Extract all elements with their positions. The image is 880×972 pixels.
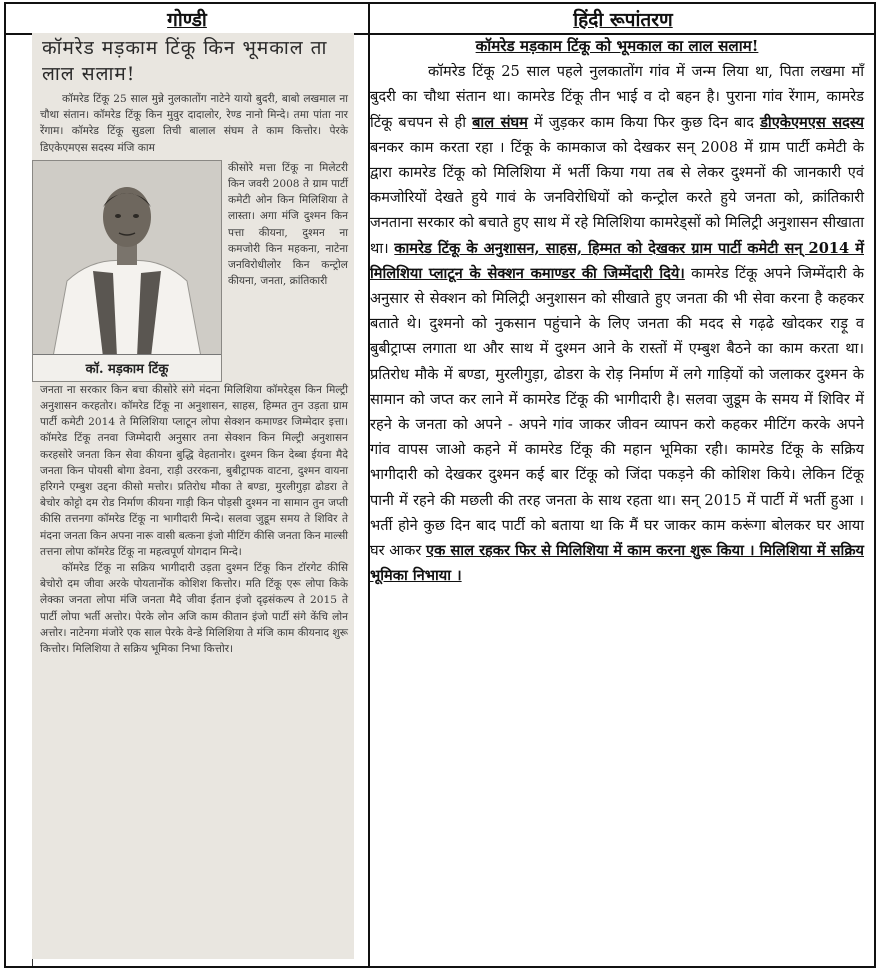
clipping-paragraph: कॉमरेड टिंकू ना सक्रिय भागीदारी उड़ता दुश्मन टिंकू किन टॉरगेट कीसि बेचोरो दम जीवा अरके पोयतानोंक कोशिश कित्तोर। मति टिंकू एरू लोपा किके लेक्का जनता लोपा मंजि जनता मैदे जीवा ईतान इंजो दृढ़संकल्प ते 2015 ते पार्टी लोपा भर्ती अत्तोर। पेरके लोन अजि काम कीतान इंजो पार्टी संगे केंचि लोन अत्तोर। नाटेनगा मंजोरे एक साल पेरके वेन्डे मिलिशिया ते मंजि काम कीयनाद शुरू कित्तोर। मिलिशिया ते सक्रिय भूमिका निभा कित्तोर। [40, 562, 348, 656]
clipping-photo-row [32, 160, 354, 382]
text-span: में जुड़कर काम किया फिर कुछ दिन बाद [533, 113, 755, 131]
photo-caption: कॉ. मड़काम टिंकू [33, 354, 221, 381]
clipping-intro [32, 91, 354, 156]
highlight-section-commander: कामरेड टिंकू के अनुशासन, साहस, हिम्मत को देखकर ग्राम पार्टी कमेटी सन् 2014 में मिलिशिया प्लाटून के सेक्शन कमाण्डर की जिम्मेंदारी दिये। [370, 239, 864, 282]
text-span: कॉमरेड टिंकू 25 साल पहले नुलकातोंग गांव में जन्म लिया था, पिता लखमा माँ बुदरी का चौथा संतान था। कामरेड टिंकू तीन भाई व दो बहन है। पुराना गांव रेंगाम, कामरेड टिंकू बचपन से ही [370, 63, 864, 131]
text-span: कामरेड टिंकू अपने जिम्मेंदारी के अनुसार से सेक्शन को मिलिट्री अनुशासन को सीखाते हुए जनता की भी सेवा करना है कहकर बताते थे। दुश्मनो को नुकसान पहुंचाने के लिए जनता की मदद से गढ़ढे खोदकर राड़ू व बुबीट्राप्स लगाता था और साथ में दुश्मन आने के रास्तों में एम्बुश बैठने का काम करता था। प्रतिरोध मौके में बण्डा, मुरलीगुड़ा, ढोडरा के रोड़ निर्माण में लगे गाड़ियों को जलाकर दुश्मन के सामान को जप्त कर लाने में कामरेड टिंकू की भागीदारी है। सलवा जुडूम के समय में शिविर में रहने के जनता को अपने - अपने गांव जाकर जीवन व्यापन करो कहकर मीटिंग करके अपने गांव वापस जाओ कहने में कामरेड टिंकू की महान भूमिका रही। कामरेड टिंकू के सक्रिय भागीदारी को देखकर दुश्मन कई बार टिंकू को जिंदा पकड़ने की कोशिश किये। लेकिन टिंकू पानी में रहने की मछली की तरह जनता के साथ रहता था। सन् 2015 में पार्टी में भर्ती हुआ । भर्ती होने कुछ दिन बाद पार्टी को बताया था कि मैं घर जाकर काम करूंगा बोलकर घर आया घर आकर [370, 264, 864, 560]
clipping-paragraph: कॉमरेड टिंकू 25 साल मुन्ने नुलकातोंग नाटेने यायो बुदरी, बाबो लखमाल ना चौथा संतान। कॉमरेड टिंकू किन मुवुर दादालोर, रेण्ड नानो मिन्दे। तमा पांता नार रेंगाम। कॉमरेड टिंकू सुडला तिची बालाल संघम ते काम कित्तोर। पेरके डिएकेएमएस सदस्य मंजि काम [40, 93, 348, 154]
clipping-paragraph: जनता ना सरकार किन बचा कीसोरे संगे मंदना मिलिशिया कॉमरेड्स किन मिल्ट्री अनुशासन करहतोर। कॉमरेड टिंकू ना अनुशासन, साहस, हिम्मत तुन उड़ता ग्राम पार्टी कमेटी 2014 ते मिलिशिया प्लाटून लोपा सेक्शन कमाण्डर जिम्मेदार इत्ता। कॉमरेड टिंकू तनवा जिम्मेदारी अनुसार तना सेक्शन किन मिल्ट्री अनुशासन करहसोरे जनता किन सेवा कीयना बुद्धि वेहतानोर। दुश्मन किन देब्बा ईयना मैदे जनता किन पोयसी बोगा डेवना, राड़ी उररकना, बुबीट्रापक वाटना, दुश्मन वायना हरिगने एम्बुश उद्दना कीसो मत्तोर। प्रतिरोध मौका ते बण्डा, मुरलीगुड़ा ढोडरा ते बेचोर कोट्टो दम रोड निर्माण कीयना गाड़ी किन पोड़सी दुश्मन ना सामान तुन जप्ती कीसि तत्तनगा कॉमरेड टिंकू ना भागीदारी मिन्दे। सलवा जुडूम समय ते शिविर ते मंदना जनता किन अपना नारू वासी बत्कना इंजो मीटिंग कीसि जनता किन माल्सी तत्तना लोपा कॉमरेड टिंकू ना महत्वपूर्ण योगदान मिन्दे। [40, 383, 348, 558]
translation-title: कॉमरेड मड़काम टिंकू को भूमकाल का लाल सलाम! [475, 37, 759, 55]
clipping-side-text: कीसोरे मत्ता टिंकू ना मिलेटरी किन जवरी 2008 ते ग्राम पार्टी कमेटी ओन किन मिलिशिया ते लास्ता। अगा मंजि दुश्मन किन पत्ता कीयना, दुश्मन ना कमजोरी किन महकना, नाटेना जनविरोधीलोर किन कन्ट्रोल कीयना, जनता, क्रांतिकारी [228, 161, 348, 288]
newspaper-clipping [32, 33, 354, 959]
header-hindi-translation: हिंदी रूपांतरण [573, 8, 673, 31]
header-gondi: गोण्डी [167, 8, 207, 31]
hindi-translation-text [370, 34, 864, 588]
highlight-dakms-member: डीएकेएमएस सदस्य [760, 113, 864, 131]
portrait-figure-icon [33, 161, 221, 357]
highlight-militia-rejoin: एक साल रहकर फिर से मिलिशिया में काम करना शुरू किया । मिलिशिया में सक्रिय भूमिका निभाया । [370, 542, 864, 585]
text-span: बनकर काम करता रहा । टिंकू के कामकाज को देखकर सन् 2008 में ग्राम पार्टी कमेटी के द्वारा कामरेड टिंकू को मिलिशिया में भर्ती किया गया तब से लेकर दुश्मनों की जानकारी एवं कमजोरियों देखते हुये गावं के जनविरोधियों को कन्ट्रोल करते हुये जनता को, क्रांतिकारी जनताना सरकार को बचाते हुए साथ में रहे मिलिशिया कामरेड्सों को मिलिट्री अनुशासन सीखाता था। [370, 138, 864, 257]
clipping-title: कॉमरेड मड़काम टिंकू किन भूमकाल ता लाल सलाम! [42, 37, 328, 85]
clipping-body [32, 382, 354, 657]
translation-paragraph [370, 59, 864, 588]
portrait-photo [32, 160, 222, 382]
highlight-bal-sangham: बाल संघम [472, 113, 528, 131]
